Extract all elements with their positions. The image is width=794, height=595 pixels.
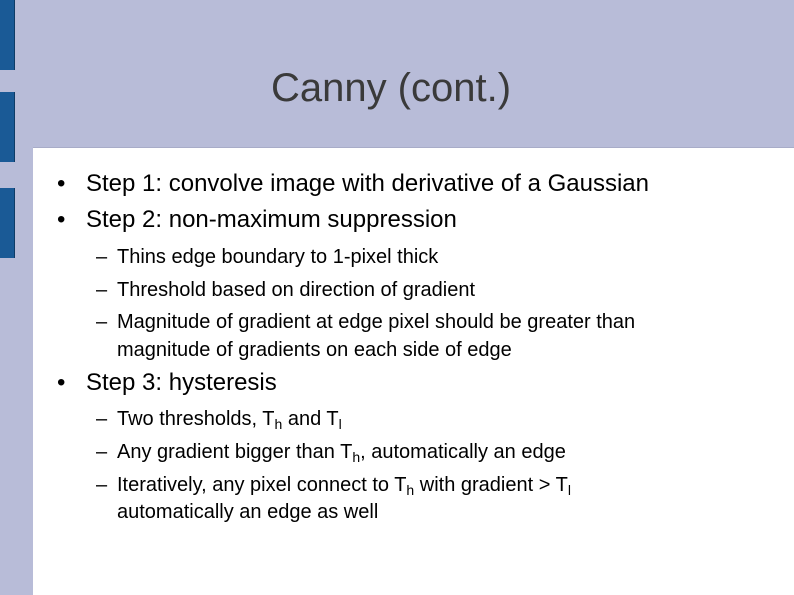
sub-item-text: Magnitude of gradient at edge pixel should be greater than [117, 311, 636, 333]
subscript-h: h [274, 416, 283, 432]
text-part: , automatically an edge [360, 441, 566, 463]
text-part: with gradient > T [414, 474, 568, 496]
subscript-h: h [352, 449, 361, 465]
sub-item-text: magnitude of gradients on each side of edge [117, 339, 512, 361]
step-2-text: Step 2: non-maximum suppression [86, 206, 457, 233]
sub-item-text: automatically an edge as well [117, 501, 379, 523]
subscript-l: l [338, 416, 342, 432]
subscript-l: l [567, 482, 571, 498]
sub-item-text [117, 407, 342, 431]
step-1-text: Step 1: convolve image with derivative of a Gaussian [86, 170, 649, 197]
decorative-bar-bottom [0, 188, 15, 258]
bullet-glyph: • [57, 170, 66, 197]
dash-glyph: – [96, 474, 108, 496]
subscript-h: h [406, 482, 415, 498]
text-part: Iteratively, any pixel connect to T [117, 474, 407, 496]
sub-item-text [117, 440, 566, 464]
text-part: Two thresholds, T [117, 408, 275, 430]
step-3-text: Step 3: hysteresis [86, 369, 277, 396]
slide-title-text: Canny (cont.) [270, 66, 512, 110]
bullet-glyph: • [57, 206, 66, 233]
text-part: and T [282, 408, 339, 430]
dash-glyph: – [96, 279, 108, 301]
sub-item-text: Thins edge boundary to 1-pixel thick [117, 246, 439, 268]
sub-item-text: Threshold based on direction of gradient [117, 279, 476, 301]
text-part: Any gradient bigger than T [117, 441, 353, 463]
slide-title [0, 66, 794, 111]
dash-glyph: – [96, 441, 108, 463]
dash-glyph: – [96, 246, 108, 268]
decorative-bar-top [0, 0, 15, 70]
sub-item-text [117, 473, 571, 497]
bullet-glyph: • [57, 369, 66, 396]
title-divider [33, 147, 794, 148]
dash-glyph: – [96, 408, 108, 430]
dash-glyph: – [96, 311, 108, 333]
